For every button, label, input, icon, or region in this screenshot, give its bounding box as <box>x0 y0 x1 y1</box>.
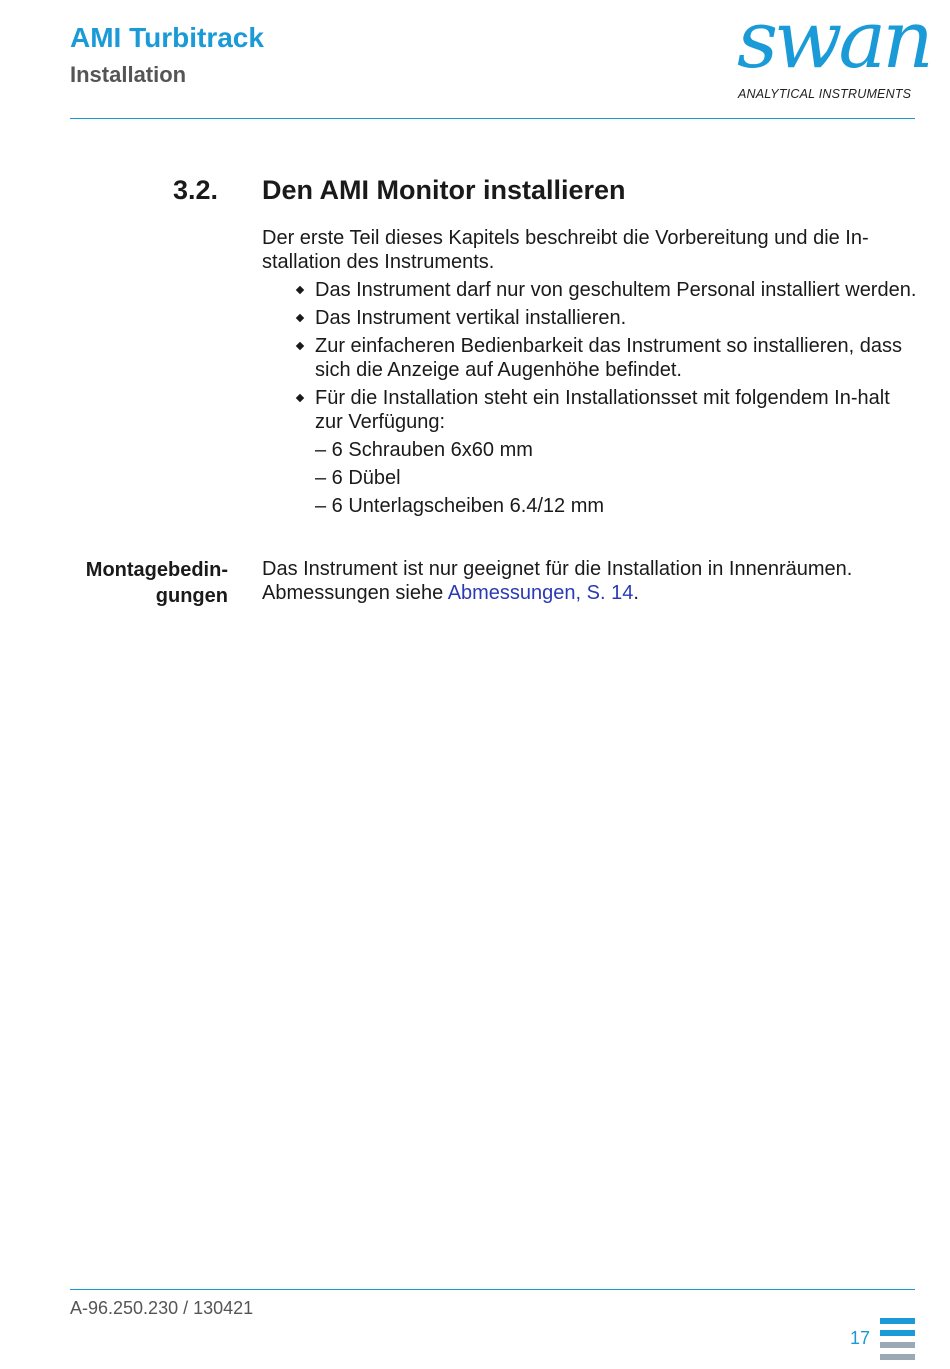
margin-heading-line: gungen <box>155 585 228 607</box>
bullet-text: Das Instrument darf nur von geschultem Personal installiert werden. <box>315 279 917 301</box>
kit-item: – 6 Schrauben 6x60 mm <box>315 439 533 461</box>
bullet-text: Für die Installation steht ein Installationsset mit folgendem In-halt zur Verfügung: <box>315 387 890 433</box>
dimensions-suffix: . <box>633 582 639 604</box>
margin-heading-line: Montagebedin- <box>85 559 228 581</box>
diamond-bullet-icon <box>296 286 304 294</box>
diamond-bullet-icon <box>296 314 304 322</box>
document-title: AMI Turbitrack <box>70 22 264 53</box>
swan-logo <box>735 0 930 104</box>
logo-tagline: ANALYTICAL INSTRUMENTS <box>738 87 912 101</box>
section-body <box>262 226 917 522</box>
margin-heading-mounting <box>86 557 228 609</box>
bullet-text: Das Instrument vertikal installieren. <box>315 307 627 329</box>
chapter-name: Installation <box>70 62 187 87</box>
bullet-list <box>262 278 917 518</box>
section-title: Den AMI Monitor installieren <box>262 175 626 205</box>
footer-divider <box>70 1289 915 1290</box>
installation-kit-list <box>315 438 917 518</box>
logo-wordmark: swan <box>737 0 930 86</box>
mounting-text: Das Instrument ist nur geeignet für die Installation in Innenräumen. <box>262 558 853 580</box>
bullet-item <box>315 278 917 302</box>
diamond-bullet-icon <box>296 342 304 350</box>
diamond-bullet-icon <box>296 394 304 402</box>
dimensions-prefix: Abmessungen siehe <box>262 582 448 604</box>
document-number: A-96.250.230 / 130421 <box>70 1298 254 1318</box>
section-number: 3.2. <box>173 175 219 205</box>
mounting-paragraph <box>262 557 917 605</box>
kit-item: – 6 Dübel <box>315 467 401 489</box>
intro-paragraph: Der erste Teil dieses Kapitels beschreibt die Vorbereitung und die In-stallation des Instruments. <box>262 227 869 273</box>
bullet-text: Zur einfacheren Bedienbarkeit das Instrument so installieren, dass sich die Anzeige auf Augenhöhe befindet. <box>315 335 902 381</box>
bullet-item <box>315 386 917 518</box>
kit-item: – 6 Unterlagscheiben 6.4/12 mm <box>315 495 605 517</box>
header-divider <box>70 118 915 119</box>
bullet-item <box>315 334 917 382</box>
page-number: 17 <box>849 1328 870 1348</box>
bullet-item <box>315 306 917 330</box>
page-marker-icon <box>880 1318 915 1360</box>
dimensions-link[interactable]: Abmessungen, S. 14 <box>447 582 634 604</box>
